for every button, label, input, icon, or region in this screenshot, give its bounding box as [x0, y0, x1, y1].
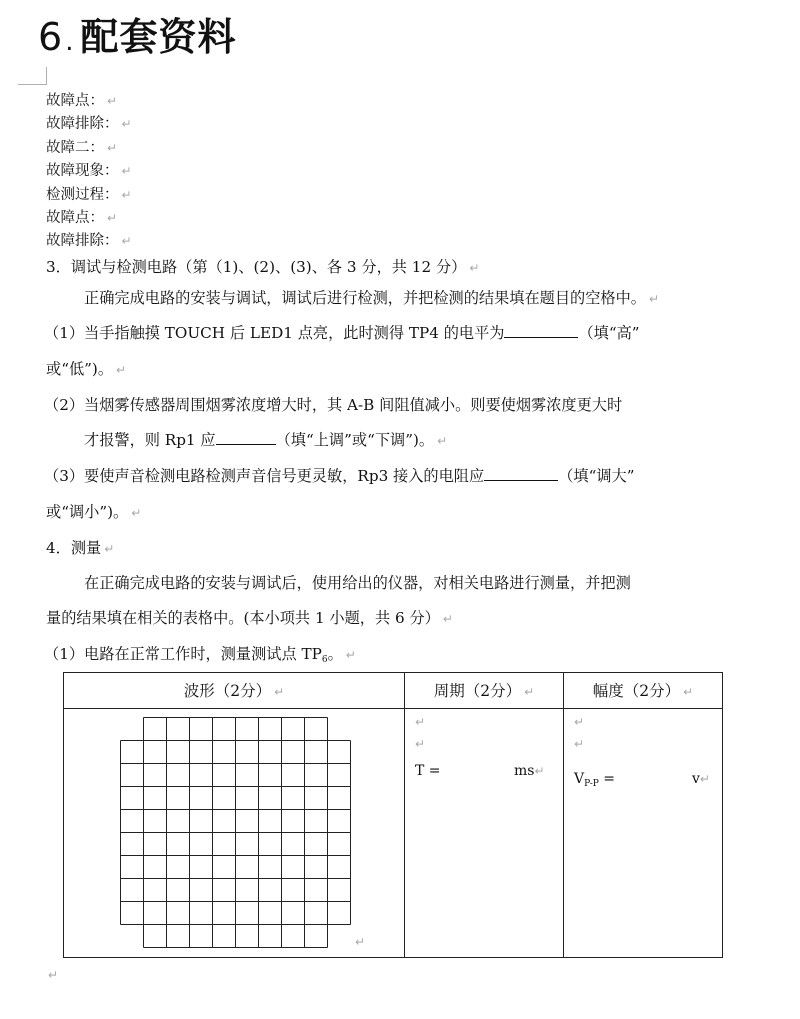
return-mark-icon: ↵: [683, 685, 694, 699]
answer-blank-tp4[interactable]: [504, 322, 578, 338]
oscilloscope-grid[interactable]: [120, 717, 352, 949]
return-mark-icon: ↵: [274, 685, 285, 699]
return-mark-icon: ↵: [437, 434, 448, 448]
answer-blank-rp3[interactable]: [484, 465, 558, 481]
return-mark-icon: ↵: [469, 261, 480, 275]
return-mark-icon: ↵: [524, 685, 535, 699]
return-mark-icon: ↵: [442, 612, 453, 626]
return-mark-icon: ↵: [121, 164, 132, 179]
margin-corner-mark: [18, 67, 47, 85]
fault-line: 故障二： ↵: [46, 139, 118, 156]
q3-intro: 正确完成电路的安装与调试，调试后进行检测，并把检测的结果填在题目的空格中。 ↵: [84, 289, 659, 307]
return-mark-icon: ↵: [107, 94, 118, 108]
return-mark-icon: ↵: [355, 935, 366, 949]
section-dot: .: [65, 27, 75, 57]
q3-heading: 3．调试与检测电路（第（1)、(2)、(3)、各 3 分，共 12 分） ↵: [46, 258, 480, 276]
section-title: [38, 6, 236, 61]
return-mark-icon: ↵: [107, 211, 118, 226]
q4-heading: 4．测量 ↵: [46, 539, 115, 557]
return-mark-icon: ↵: [121, 234, 132, 249]
fault-line: 故障点： ↵: [46, 210, 118, 227]
section-number: 6: [38, 15, 64, 59]
period-label: T =: [415, 763, 441, 779]
return-mark-icon: ↵: [648, 292, 659, 306]
q3-item3-line1: （3）要使声音检测电路检测声音信号更灵敏，Rp3 接入的电阻应 （填“调大”: [44, 467, 635, 485]
fault-line: 故障点： ↵: [46, 93, 118, 109]
q4-intro-line2: 量的结果填在相关的表格中。(本小项共 1 小题，共 6 分） ↵: [46, 609, 453, 627]
table-divider: [563, 673, 564, 957]
return-mark-icon: ↵: [116, 363, 127, 377]
return-mark-icon: ↵: [48, 968, 59, 982]
table-divider: [404, 673, 405, 957]
fault-line: 检测过程： ↵: [46, 186, 132, 203]
header-period: 周期（2分） ↵: [433, 682, 535, 700]
return-mark-icon: ↵: [534, 764, 545, 778]
return-mark-icon: ↵: [121, 187, 132, 202]
return-mark-icon: ↵: [104, 542, 115, 556]
answer-blank-rp1[interactable]: [216, 429, 276, 445]
q4-intro-line1: 在正确完成电路的安装与调试后，使用给出的仪器，对相关电路进行测量，并把测: [84, 574, 631, 592]
return-mark-icon: ↵: [121, 117, 132, 132]
return-mark-icon: ↵: [699, 772, 710, 786]
period-unit[interactable]: ms↵: [514, 763, 545, 779]
return-mark-icon: ↵: [415, 715, 426, 729]
q3-item3-line2: 或“调小”)。 ↵: [46, 503, 142, 521]
q3-item2-line1: （2）当烟雾传感器周围烟雾浓度增大时，其 A-B 间阻值减小。则要使烟雾浓度更大时: [44, 396, 623, 414]
fault-line: 故障排除： ↵: [46, 233, 132, 250]
fault-line: 故障现象： ↵: [46, 163, 132, 180]
measurement-table: [63, 672, 723, 958]
fault-list: [46, 90, 132, 254]
fault-line: 故障排除： ↵: [46, 116, 132, 133]
q3-item1-line1: （1）当手指触摸 TOUCH 后 LED1 点亮，此时测得 TP4 的电平为 （填“高”: [44, 324, 640, 342]
q3-item2-line2: 才报警，则 Rp1 应 （填“上调”或“下调”)。 ↵: [84, 431, 448, 449]
section-title-text: 配套资料: [80, 15, 237, 59]
amplitude-unit[interactable]: v↵: [692, 771, 710, 787]
q3-item1-line2: 或“低”)。 ↵: [46, 360, 127, 378]
return-mark-icon: ↵: [574, 715, 585, 729]
header-amplitude: 幅度（2分） ↵: [592, 682, 694, 700]
amplitude-label: $V_{P-P}$ =: [574, 771, 615, 789]
q4-item1: （1）电路在正常工作时，测量测试点 $TP_6$。 ↵: [44, 645, 356, 665]
return-mark-icon: ↵: [574, 737, 585, 751]
header-waveform: 波形（2分） ↵: [183, 682, 285, 700]
return-mark-icon: ↵: [131, 506, 142, 520]
return-mark-icon: ↵: [345, 648, 356, 662]
return-mark-icon: ↵: [415, 737, 426, 751]
return-mark-icon: ↵: [107, 140, 118, 155]
